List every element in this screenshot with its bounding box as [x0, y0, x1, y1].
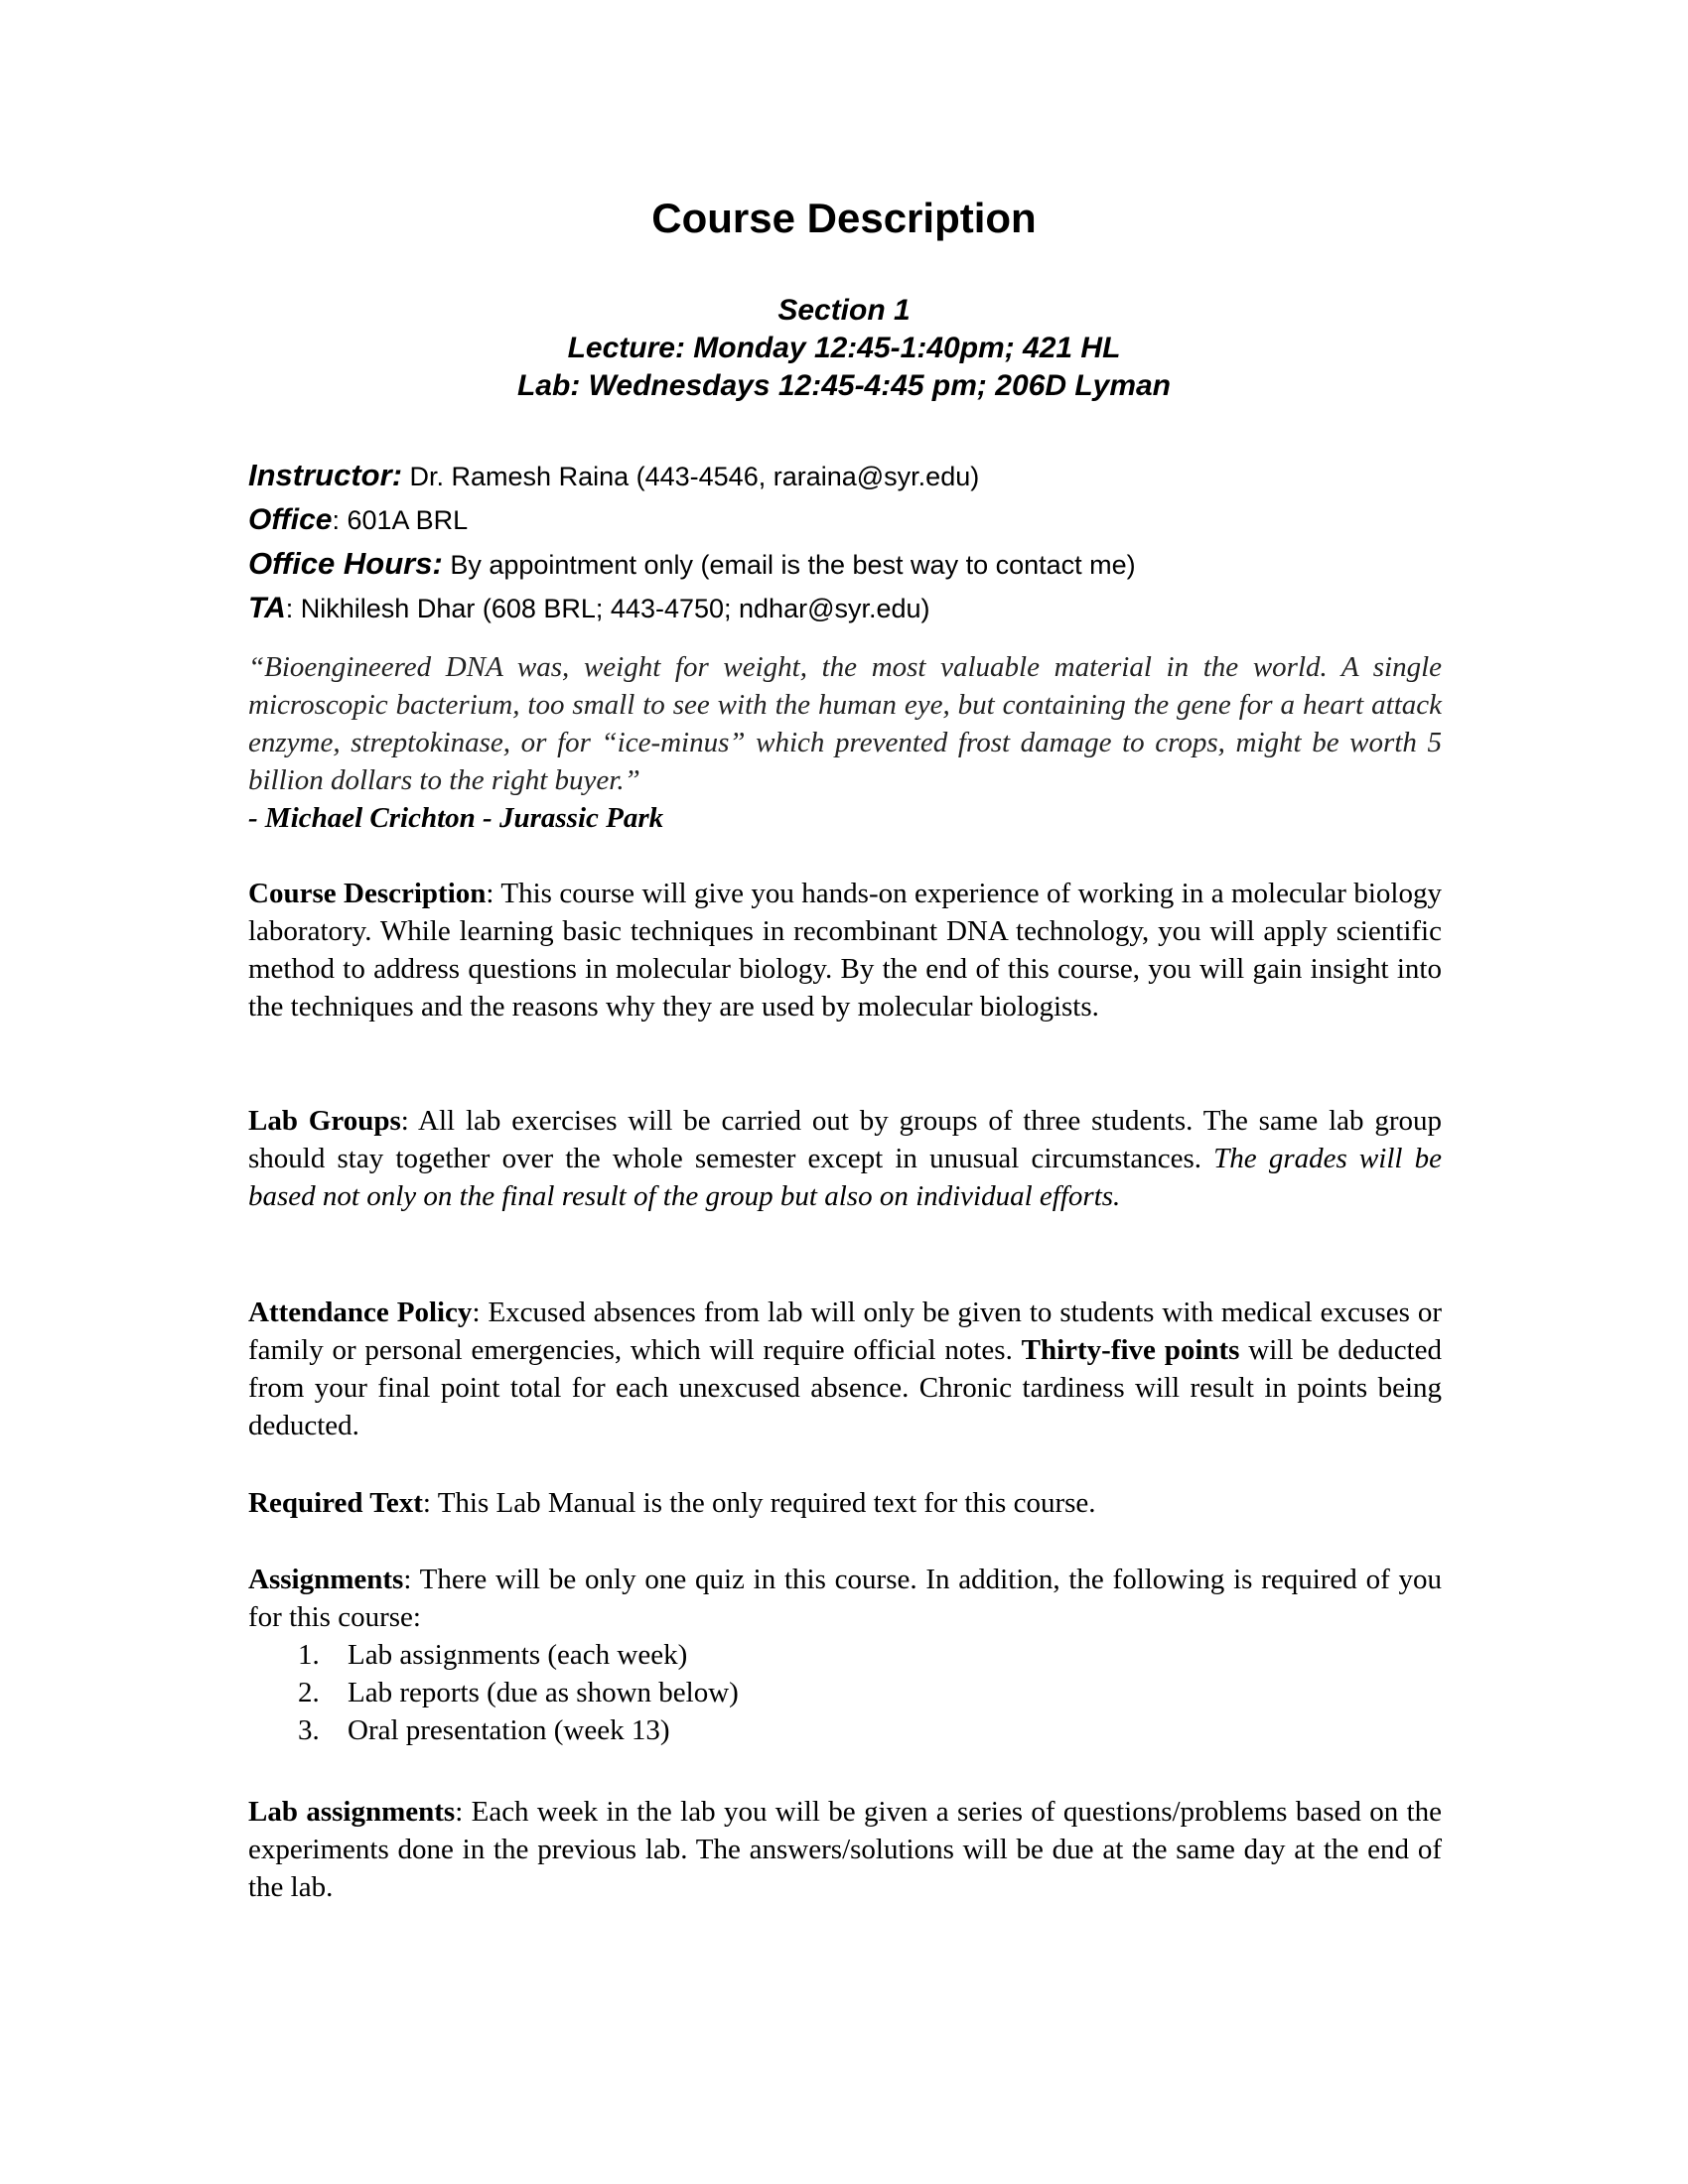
- lab-assignments-section: [248, 1793, 1442, 1906]
- assignments-section: [248, 1561, 1442, 1749]
- required-text-text: : This Lab Manual is the only required text for this course.: [422, 1487, 1096, 1519]
- required-text-label: Required Text: [248, 1487, 423, 1519]
- assignments-list: [248, 1636, 1442, 1749]
- attendance-text: : Excused absences from lab will only be given to students with medical excuses or family or personal emergencies, which will require official notes.: [248, 1297, 1442, 1366]
- instructor-value: Dr. Ramesh Raina (443-4546, raraina@syr.edu): [409, 462, 980, 491]
- lab-assignments-text: : Each week in the lab you will be given a series of questions/problems based on the experiments done in the previous lab. The answers/solutions will be due at the same day at the end of the lab.: [248, 1796, 1442, 1903]
- office-label: Office: [248, 503, 333, 536]
- lab-groups-label: Lab Groups: [248, 1105, 401, 1137]
- contact-block: [248, 454, 1440, 630]
- instructor-label: Instructor: [248, 458, 392, 492]
- list-item: 3. Oral presentation (week 13): [298, 1714, 670, 1746]
- attendance-text-2: will be deducted from your final point total for each unexcused absence. Chronic tardiness will result in points being deducted.: [248, 1334, 1442, 1441]
- lab-assignments-label: Lab assignments: [248, 1796, 456, 1828]
- page-title: Course Description: [651, 195, 1037, 241]
- attendance-points: Thirty-five points: [1021, 1334, 1240, 1366]
- lab-groups-italic-text: The grades will be based not only on the final result of the group but also on individual efforts.: [248, 1143, 1442, 1212]
- epigraph-quote: [248, 648, 1442, 837]
- section-number: Section 1: [777, 294, 911, 327]
- instructor-line: Instructor: Dr. Ramesh Raina (443-4546, raraina@syr.edu): [248, 458, 980, 492]
- course-description-text: : This course will give you hands-on experience of working in a molecular biology laboratory. While learning basic techniques in recombinant DNA technology, you will apply scientific method to address questions in molecular biology. By the end of this course, you will gain insight into the techniques and the reasons why they are used by molecular biologists.: [248, 878, 1442, 1023]
- course-description-section: [248, 875, 1442, 1025]
- office-hours-label: Office Hours: [248, 546, 433, 581]
- office-hours-value: By appointment only (email is the best way to contact me): [450, 550, 1136, 580]
- lecture-time: Lecture: Monday 12:45-1:40pm; 421 HL: [567, 332, 1121, 364]
- assignments-label: Assignments: [248, 1564, 404, 1595]
- attendance-label: Attendance Policy: [248, 1297, 473, 1328]
- quote-text: “Bioengineered DNA was, weight for weight, the most valuable material in the world. A single microscopic bacterium, too small to see with the human eye, but containing the gene for a heart attack enzyme, streptokinase, or for “ice-minus” which prevented frost damage to crops, might be worth 5 billion dollars to the right buyer.”: [248, 651, 1442, 796]
- ta-label: TA: [248, 592, 286, 624]
- lab-time: Lab: Wednesdays 12:45-4:45 pm; 206D Lyman: [516, 369, 1172, 402]
- course-description-label: Course Description: [248, 878, 487, 909]
- office-value: 601A BRL: [347, 505, 469, 535]
- schedule-block: [0, 292, 1688, 405]
- office-line: Office: 601A BRL: [248, 503, 469, 536]
- lab-groups-text: : All lab exercises will be carried out by groups of three students. The same lab group should stay together over the whole semester except in unusual circumstances.: [248, 1105, 1443, 1174]
- office-hours-line: Office Hours: By appointment only (email is the best way to contact me): [248, 546, 1136, 581]
- ta-line: TA: Nikhilesh Dhar (608 BRL; 443-4750; ndhar@syr.edu): [248, 592, 930, 624]
- lab-groups-section: [248, 1102, 1442, 1215]
- quote-citation: - Michael Crichton - Jurassic Park: [248, 802, 664, 834]
- required-text-section: [248, 1484, 1442, 1522]
- attendance-policy-section: [248, 1294, 1442, 1444]
- list-item: 1. Lab assignments (each week): [298, 1639, 688, 1671]
- list-item: 2. Lab reports (due as shown below): [298, 1677, 739, 1708]
- ta-value: Nikhilesh Dhar (608 BRL; 443-4750; ndhar@syr.edu): [300, 594, 930, 623]
- assignments-text: : There will be only one quiz in this course. In addition, the following is required of you for this course:: [248, 1564, 1442, 1633]
